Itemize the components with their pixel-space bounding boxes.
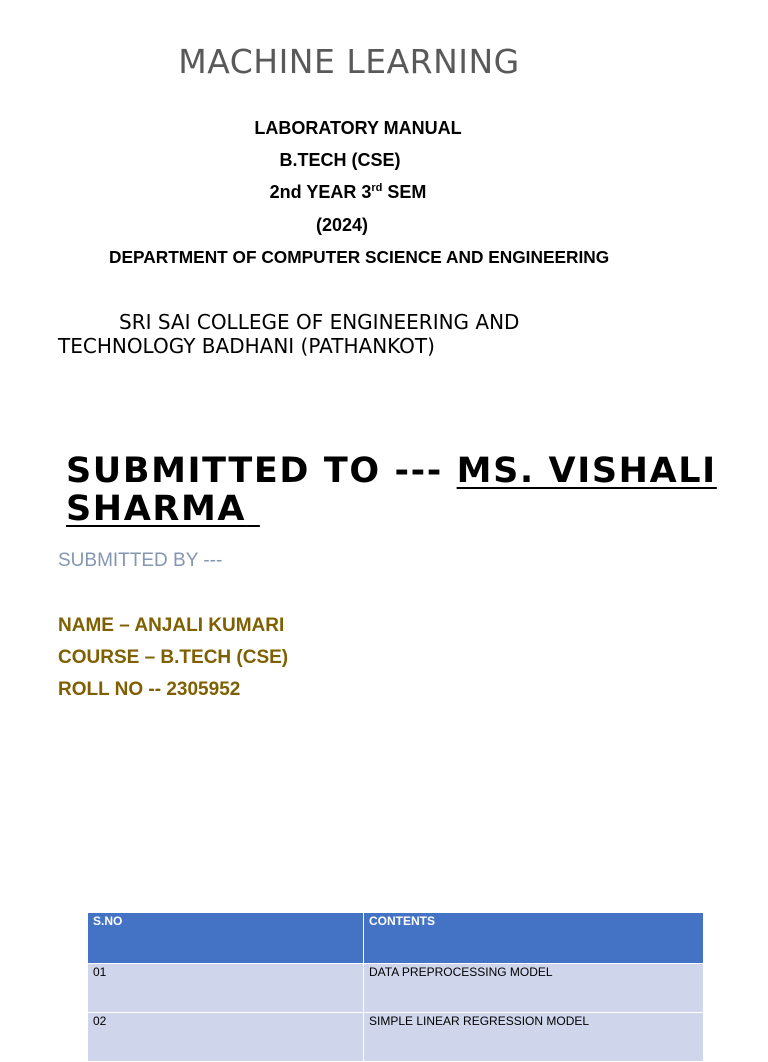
year-prefix: 2nd YEAR 3 <box>269 182 372 202</box>
contents-table <box>87 912 704 1062</box>
student-name: NAME – ANJALI KUMARI <box>58 615 285 636</box>
year-semester-label <box>0 182 732 203</box>
table-header-contents: CONTENTS <box>364 913 704 964</box>
session-label: (2024) <box>315 215 369 235</box>
table-cell-content: SIMPLE LINEAR REGRESSION MODEL <box>364 1013 704 1062</box>
table-row <box>88 964 704 1013</box>
table-body <box>88 964 704 1062</box>
year-ordinal-suffix: rd <box>371 182 383 194</box>
department-label: DEPARTMENT OF COMPUTER SCIENCE AND ENGINEERING <box>109 247 610 267</box>
submitted-to-name-line1: MS. VISHALI <box>456 451 717 491</box>
submitted-to-label: SUBMITTED TO --- <box>66 451 457 491</box>
table-row <box>88 1013 704 1062</box>
manual-label: LABORATORY MANUAL <box>254 118 462 138</box>
college-name-line1: SRI SAI COLLEGE OF ENGINEERING AND <box>119 310 520 334</box>
student-course: COURSE – B.TECH (CSE) <box>58 647 289 668</box>
table-header-sno: S.NO <box>88 913 364 964</box>
table-cell-sno: 02 <box>88 1013 364 1062</box>
year-suffix: SEM <box>382 182 427 202</box>
document-title: MACHINE LEARNING <box>178 42 520 81</box>
table-cell-sno: 01 <box>88 964 364 1013</box>
submitted-by-label: SUBMITTED BY --- <box>58 550 223 571</box>
table-header-row <box>88 913 704 964</box>
table-cell-content: DATA PREPROCESSING MODEL <box>364 964 704 1013</box>
college-name-line2: TECHNOLOGY BADHANI (PATHANKOT) <box>58 334 435 358</box>
submitted-to-name-line2: SHARMA <box>66 489 247 529</box>
student-roll-number: ROLL NO -- 2305952 <box>58 679 241 700</box>
submitted-to-heading <box>66 452 717 528</box>
program-label: B.TECH (CSE) <box>279 150 401 170</box>
